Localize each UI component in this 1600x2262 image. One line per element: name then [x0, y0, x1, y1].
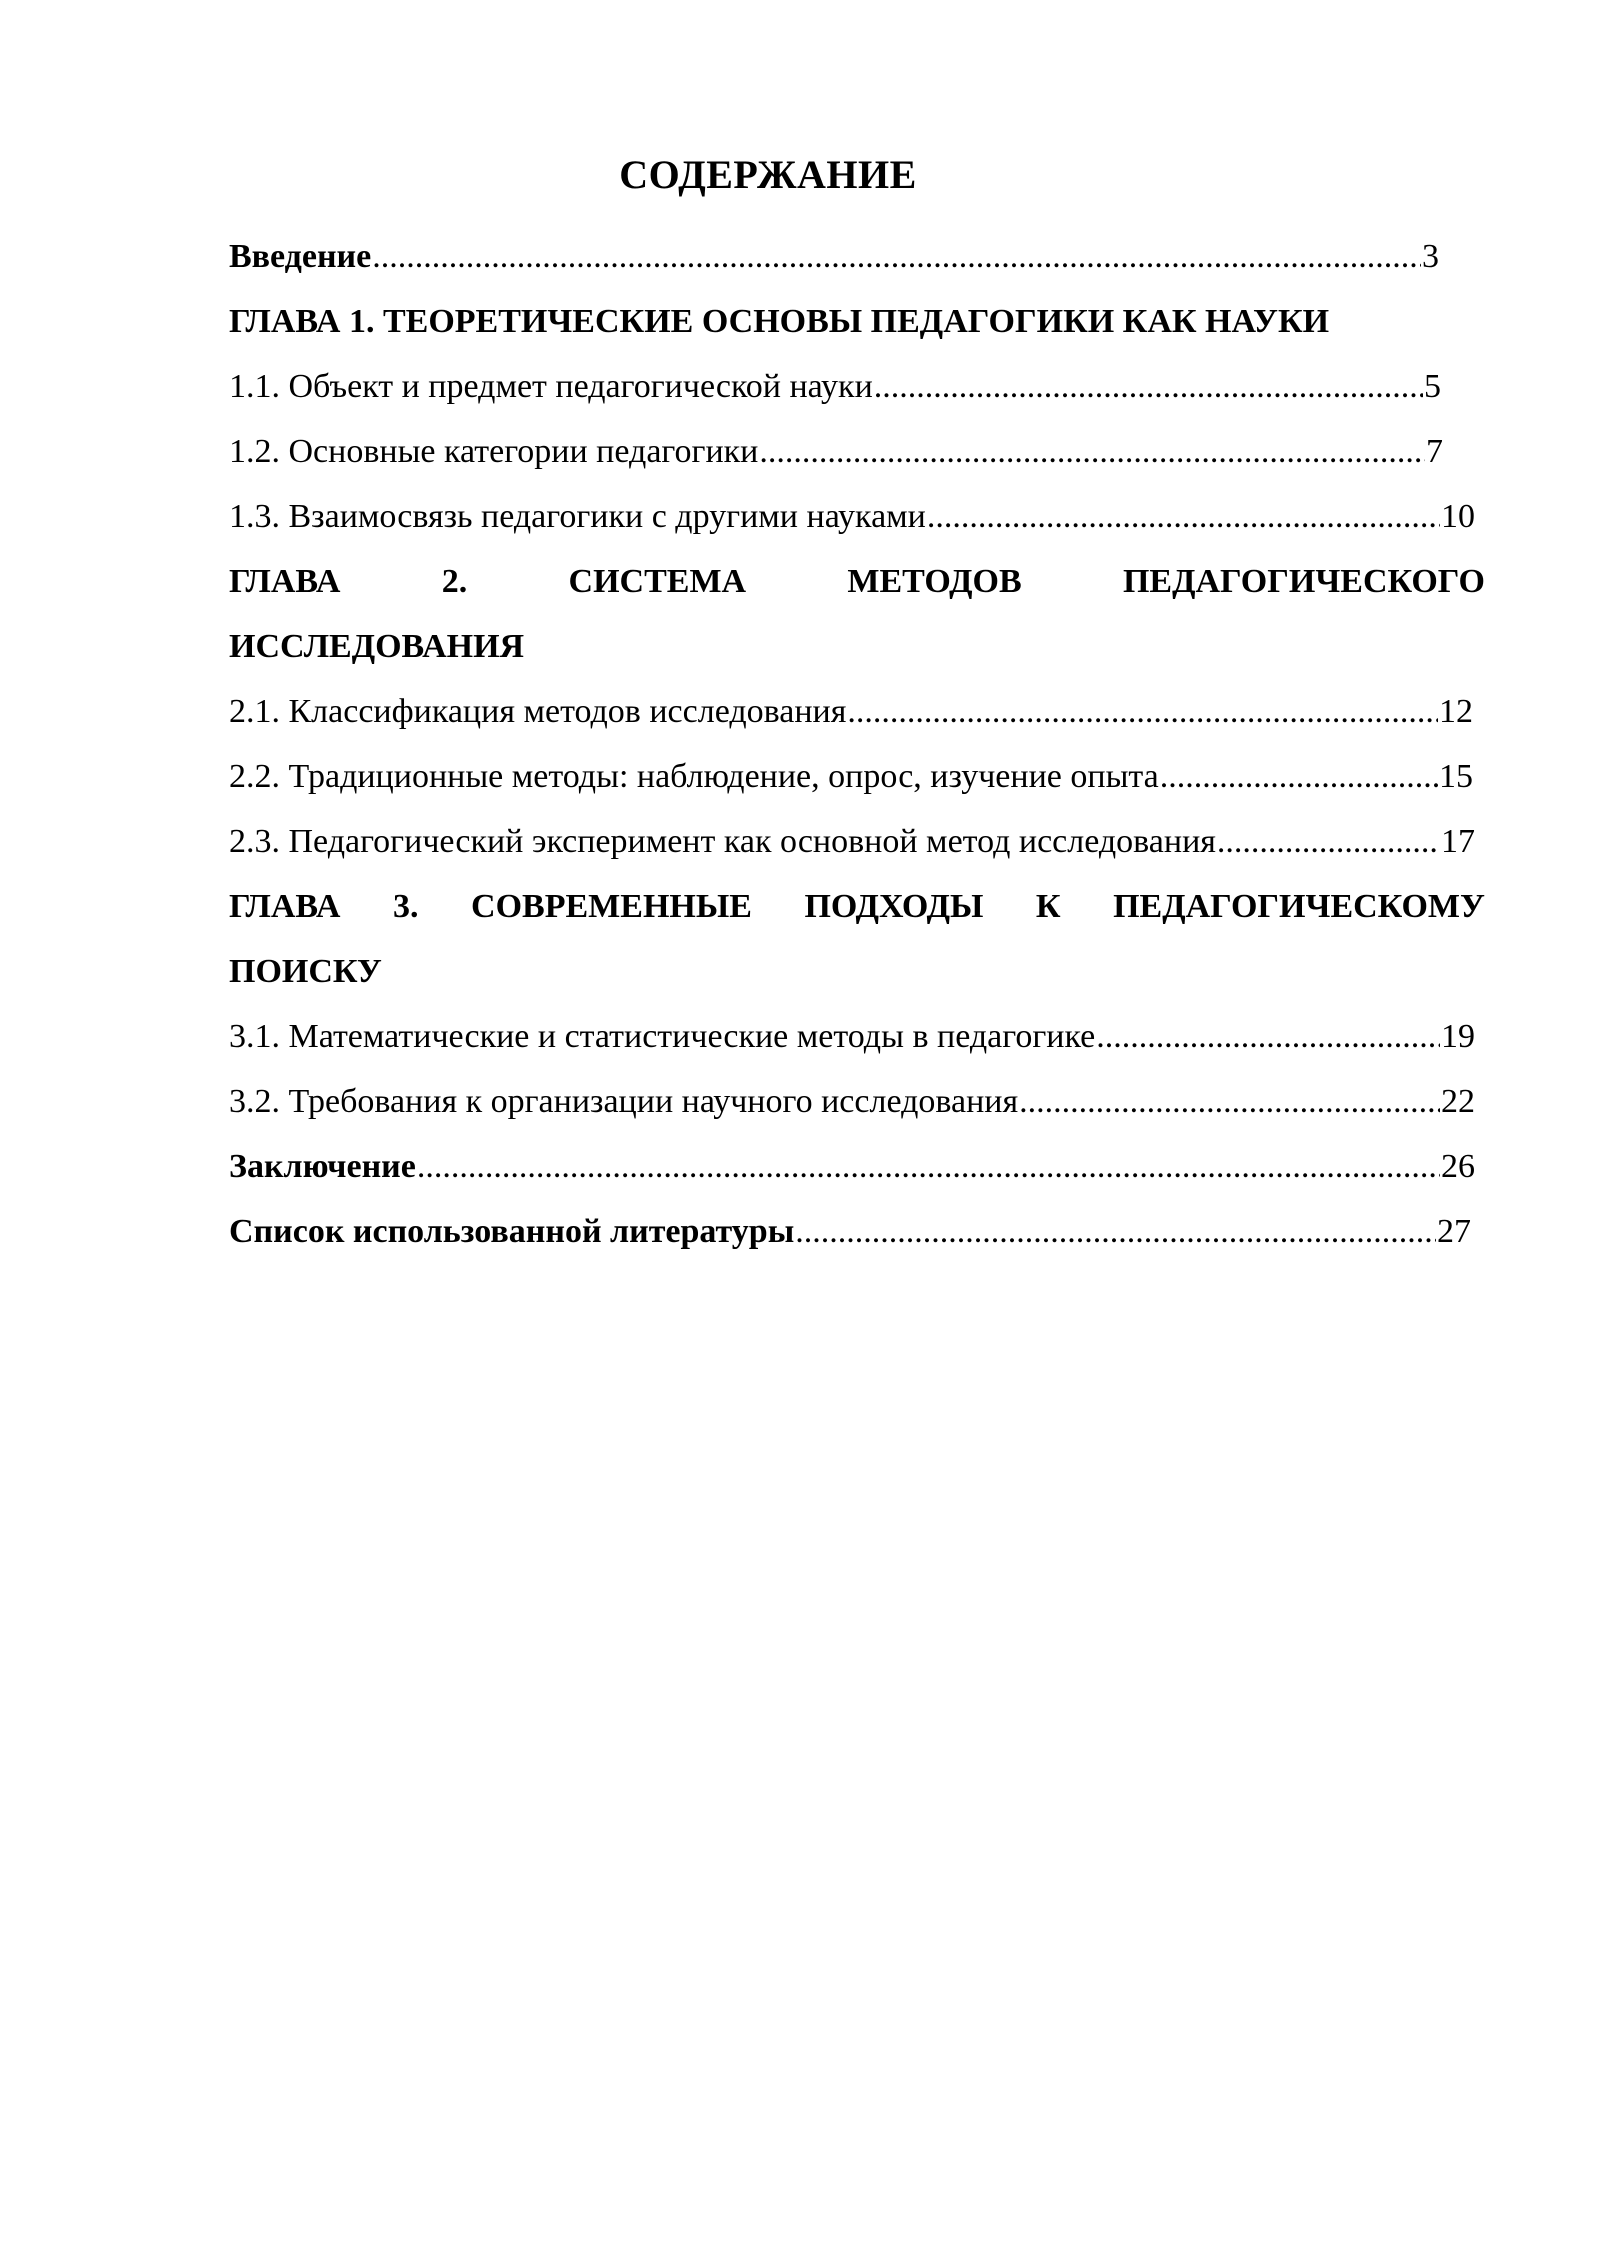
chapter-word: ПЕДАГОГИЧЕСКОМУ — [1113, 888, 1485, 925]
toc-entry-label: Заключение — [229, 1148, 416, 1185]
chapter-word: ГЛАВА — [229, 563, 341, 600]
toc-chapter-2-title-line2[interactable]: ИССЛЕДОВАНИЯ — [229, 628, 525, 665]
toc-entry-2-3[interactable] — [229, 809, 1475, 874]
dot-leader — [795, 1199, 1436, 1264]
toc-page-number: 17 — [1441, 823, 1475, 860]
dot-leader — [874, 354, 1423, 419]
toc-page-number: 15 — [1439, 758, 1473, 795]
toc-entry-label: Список использованной литературы — [229, 1213, 795, 1250]
toc-entry-label: Введение — [229, 238, 372, 275]
chapter-word: 2. — [441, 563, 468, 600]
dot-leader — [927, 484, 1440, 549]
toc-entry-references[interactable] — [229, 1199, 1471, 1264]
dot-leader — [759, 419, 1425, 484]
toc-entry-1-1[interactable] — [229, 354, 1441, 419]
table-of-contents — [229, 224, 1485, 1264]
toc-entry-label: 2.3. Педагогический эксперимент как основной метод исследования — [229, 823, 1216, 860]
toc-entry-label: 3.2. Требования к организации научного исследования — [229, 1083, 1019, 1120]
toc-entry-label: 2.2. Традиционные методы: наблюдение, опрос, изучение опыта — [229, 758, 1159, 795]
chapter-word: СОВРЕМЕННЫЕ — [471, 888, 752, 925]
toc-entry-label: 1.3. Взаимосвязь педагогики с другими науками — [229, 498, 926, 535]
toc-entry-label: 2.1. Классификация методов исследования — [229, 693, 847, 730]
dot-leader — [1160, 744, 1438, 809]
toc-page-number: 7 — [1426, 433, 1443, 470]
toc-entry-intro[interactable] — [229, 224, 1439, 289]
toc-page-number: 27 — [1437, 1213, 1471, 1250]
toc-entry-label: 3.1. Математические и статистические методы в педагогике — [229, 1018, 1096, 1055]
toc-page-number: 3 — [1422, 238, 1439, 275]
toc-page-number: 12 — [1439, 693, 1473, 730]
toc-entry-label: 1.2. Основные категории педагогики — [229, 433, 759, 470]
dot-leader — [1096, 1004, 1440, 1069]
toc-entry-conclusion[interactable] — [229, 1134, 1475, 1199]
dot-leader — [847, 679, 1438, 744]
toc-chapter-2-title-line1[interactable] — [229, 549, 1485, 614]
toc-entry-1-2[interactable] — [229, 419, 1443, 484]
chapter-word: ПОДХОДЫ — [804, 888, 984, 925]
dot-leader — [417, 1134, 1440, 1199]
dot-leader — [1019, 1069, 1440, 1134]
chapter-word: МЕТОДОВ — [847, 563, 1022, 600]
toc-page-number: 19 — [1441, 1018, 1475, 1055]
toc-entry-label: 1.1. Объект и предмет педагогической науки — [229, 368, 873, 405]
toc-entry-3-1[interactable] — [229, 1004, 1475, 1069]
toc-entry-3-2[interactable] — [229, 1069, 1475, 1134]
toc-heading: СОДЕРЖАНИЕ — [619, 152, 917, 197]
dot-leader — [1217, 809, 1440, 874]
chapter-word: ПЕДАГОГИЧЕСКОГО — [1122, 563, 1485, 600]
toc-page-number: 22 — [1441, 1083, 1475, 1120]
chapter-word: СИСТЕМА — [568, 563, 747, 600]
dot-leader — [372, 224, 1421, 289]
chapter-word: ГЛАВА — [229, 888, 341, 925]
toc-page-number: 5 — [1424, 368, 1441, 405]
toc-entry-1-3[interactable] — [229, 484, 1475, 549]
toc-chapter-3-title-line1[interactable] — [229, 874, 1485, 939]
chapter-word: 3. — [393, 888, 419, 925]
chapter-word: К — [1035, 888, 1061, 925]
toc-page-number: 10 — [1441, 498, 1475, 535]
toc-chapter-3-title-line2[interactable]: ПОИСКУ — [229, 953, 382, 990]
toc-entry-2-2[interactable] — [229, 744, 1473, 809]
toc-chapter-1-title[interactable]: ГЛАВА 1. ТЕОРЕТИЧЕСКИЕ ОСНОВЫ ПЕДАГОГИКИ КАК НАУКИ — [229, 303, 1330, 340]
toc-entry-2-1[interactable] — [229, 679, 1473, 744]
toc-page-number: 26 — [1441, 1148, 1475, 1185]
